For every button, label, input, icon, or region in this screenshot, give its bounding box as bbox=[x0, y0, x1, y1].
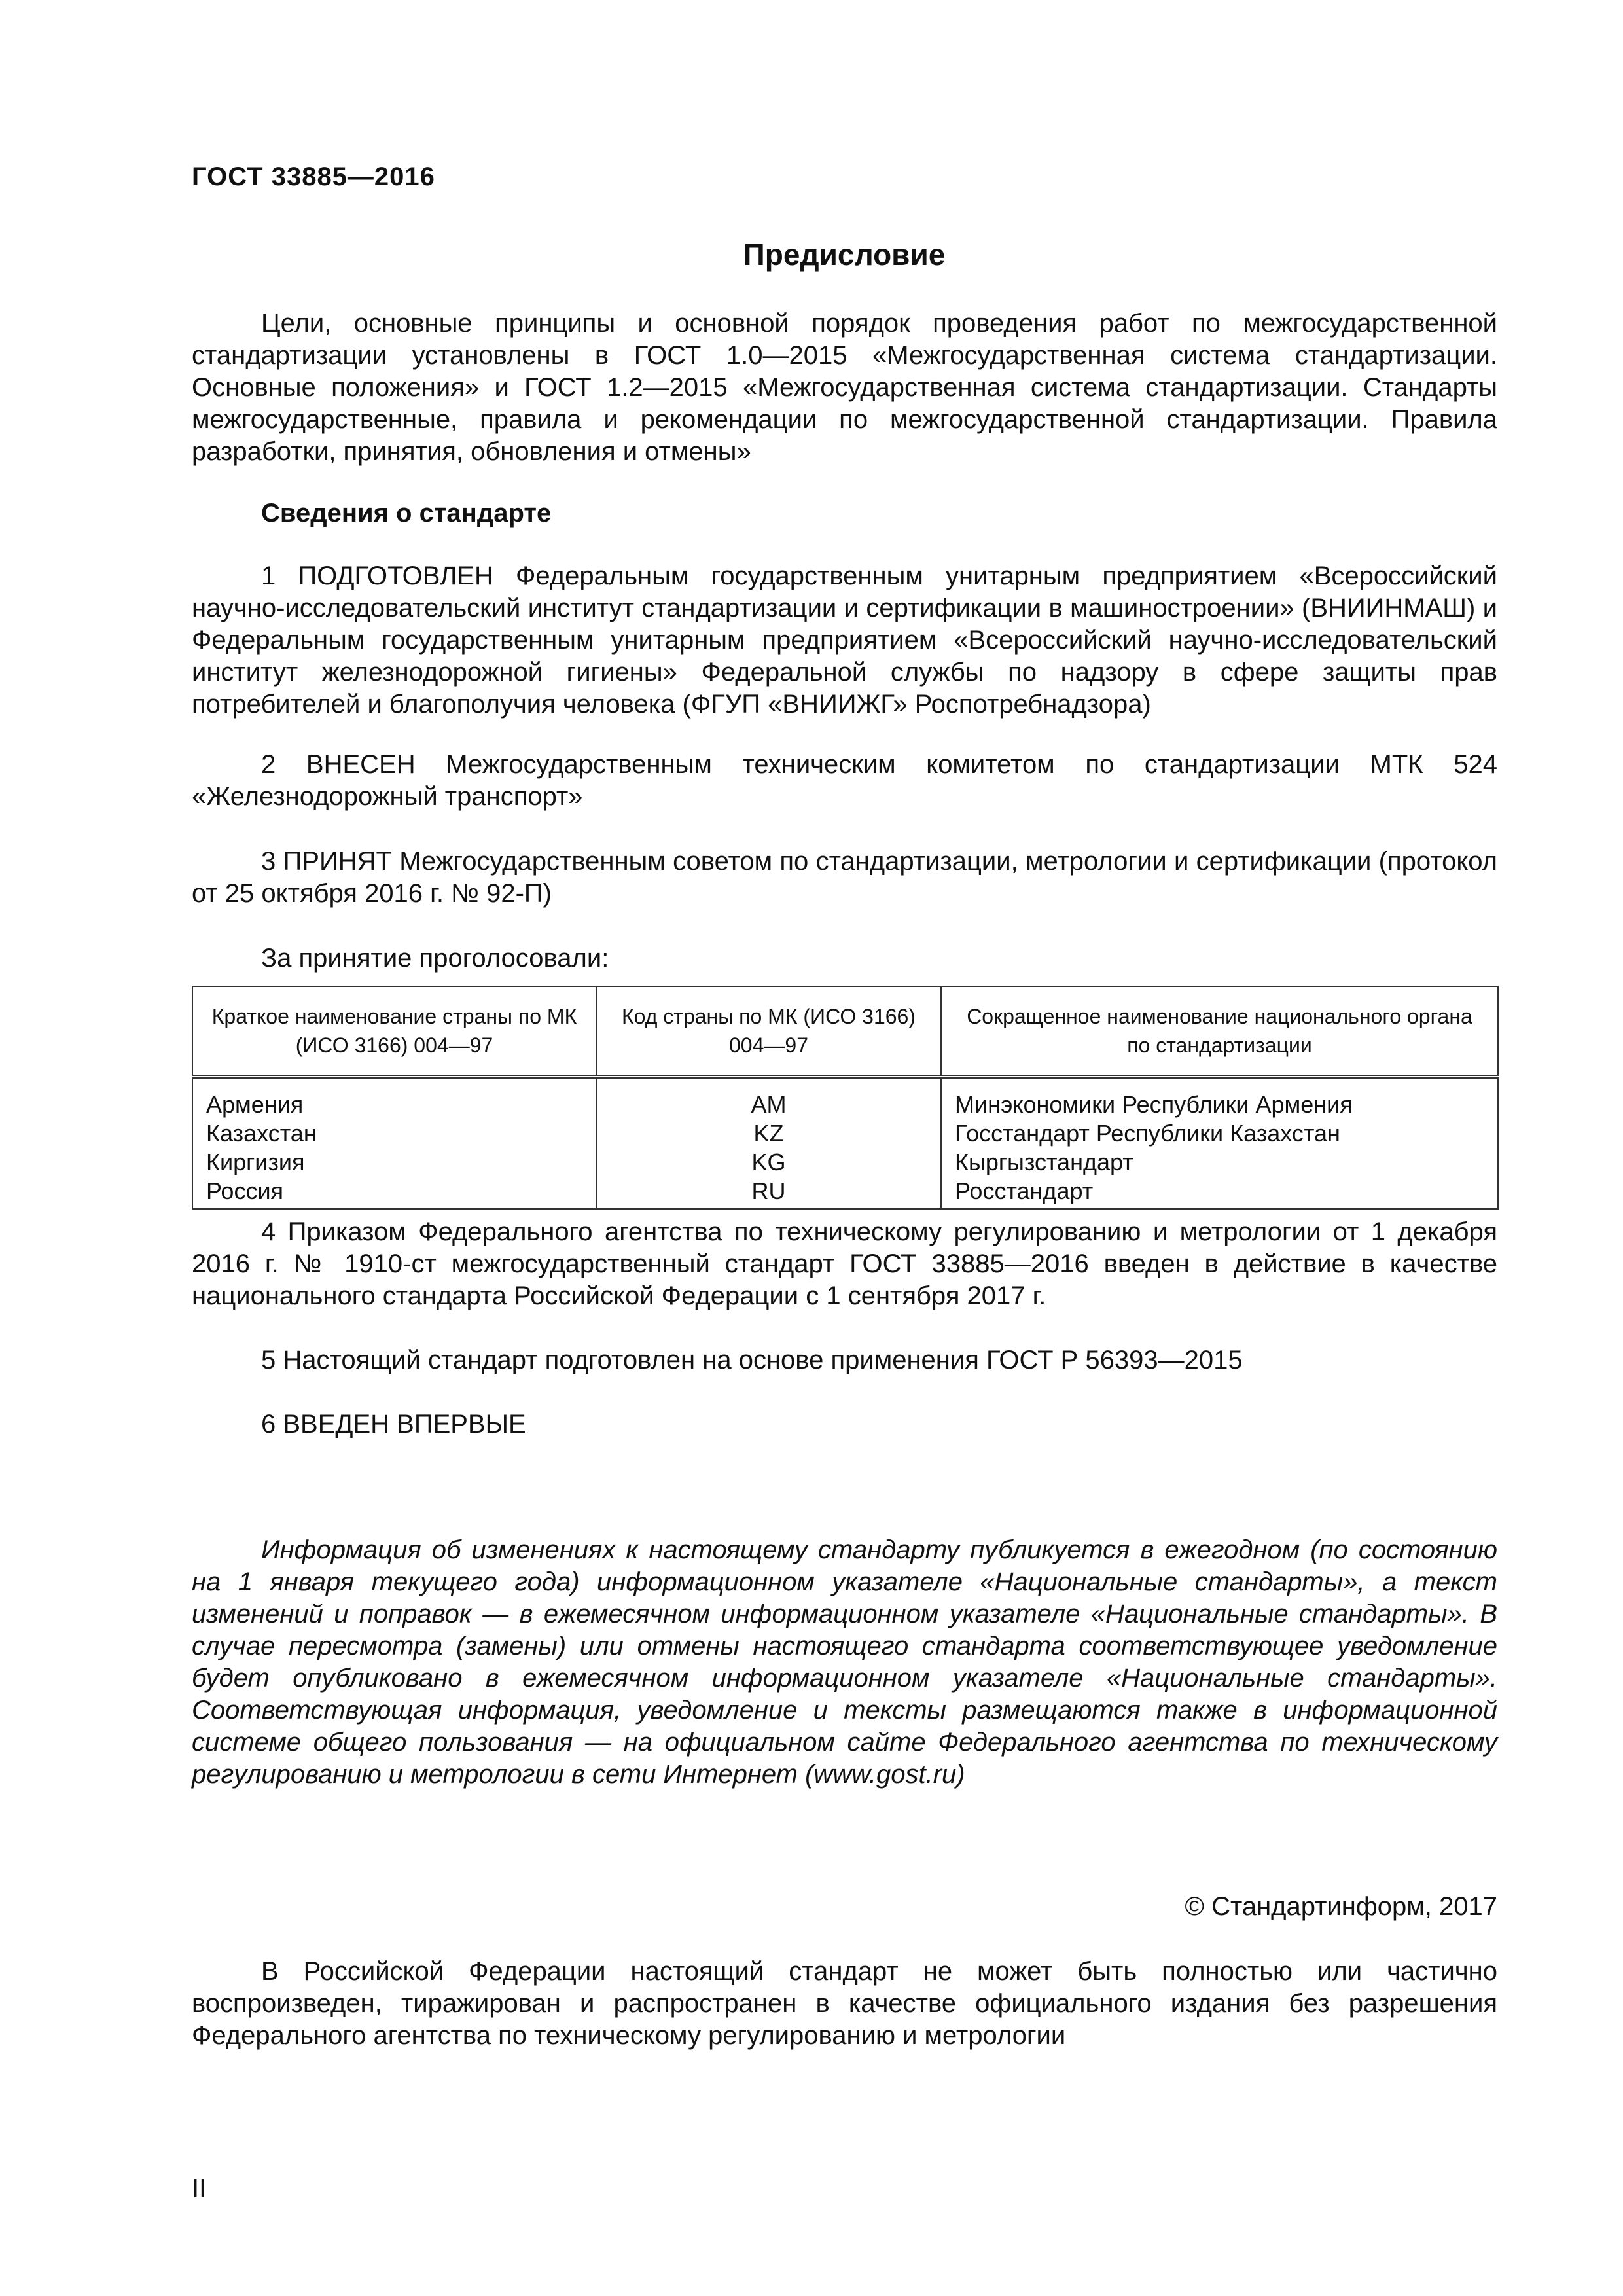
page-number: II bbox=[192, 2174, 207, 2203]
item-3-adopted: 3 ПРИНЯТ Межгосударственным советом по стандартизации, метрологии и сертификации (протокол от 25 октября 2016 г. № 92-П) bbox=[192, 847, 1497, 908]
code-cell: AM bbox=[596, 1077, 941, 1119]
country-cell: Россия bbox=[192, 1177, 596, 1209]
column-header-body: Сокращенное наименование национального органа по стандартизации bbox=[941, 986, 1498, 1077]
item-1-prepared: 1 ПОДГОТОВЛЕН Федеральным государственным унитарным предприятием «Всероссийский научно-исследовательский институт стандартизации и сертификации в машиностроении» (ВНИИНМАШ) и Федеральным государственным унитарным предприятием «Всероссийский научно-исследовательский институт железнодорожной гигиены» Федеральной службы по надзору в сфере защиты прав потребителей и благополучия человека (ФГУП «ВНИИЖГ» Роспотребнадзора) bbox=[192, 562, 1497, 719]
vote-intro: За принятие проголосовали: bbox=[261, 944, 609, 973]
item-4-order: 4 Приказом Федерального агентства по техническому регулированию и метрологии от 1 декабря 2016 г. № 1910-ст межгосударственный стандарт ГОСТ 33885—2016 введен в действие в качестве национального стандарта Российской Федерации с 1 сентября 2017 г. bbox=[192, 1217, 1497, 1310]
item-5-basis: 5 Настоящий стандарт подготовлен на основе применения ГОСТ Р 56393—2015 bbox=[261, 1346, 1243, 1374]
table-row bbox=[192, 1119, 1498, 1148]
body-cell: Кыргызстандарт bbox=[941, 1148, 1498, 1177]
table-row bbox=[192, 1177, 1498, 1209]
table-row bbox=[192, 1077, 1498, 1119]
copyright-line: © Стандартинформ, 2017 bbox=[1185, 1892, 1497, 1921]
country-cell: Казахстан bbox=[192, 1119, 596, 1148]
intro-paragraph: Цели, основные принципы и основной порядок проведения работ по межгосударственной стандартизации установлены в ГОСТ 1.0—2015 «Межгосударственная система стандартизации. Основные положения» и ГОСТ 1.2—2015 «Межгосударственная система стандартизации. Стандарты межгосударственные, правила и рекомендации по межгосударственной стандартизации. Правила разработки, принятия, обновления и отмены» bbox=[192, 309, 1497, 466]
voting-table bbox=[192, 986, 1499, 1210]
document-id: ГОСТ 33885—2016 bbox=[192, 162, 435, 191]
body-cell: Минэкономики Республики Армения bbox=[941, 1077, 1498, 1119]
table-row bbox=[192, 1148, 1498, 1177]
country-cell: Армения bbox=[192, 1077, 596, 1119]
changes-notice: Информация об изменениях к настоящему стандарту публикуется в ежегодном (по состоянию на 1 января текущего года) информационном указателе «Национальные стандарты», а текст изменений и поправок — в ежемесячном информационном указателе «Национальные стандарты». В случае пересмотра (замены) или отмены настоящего стандарта соответствующее уведомление будет опубликовано в ежемесячном информационном указателе «Национальные стандарты». Соответствующая информация, уведомление и тексты размещаются также в информационной системе общего пользования — на официальном сайте Федерального агентства по техническому регулированию и метрологии в сети Интернет (www.gost.ru) bbox=[192, 1535, 1497, 1789]
code-cell: KZ bbox=[596, 1119, 941, 1148]
body-cell: Росстандарт bbox=[941, 1177, 1498, 1209]
body-cell: Госстандарт Республики Казахстан bbox=[941, 1119, 1498, 1148]
item-2-introduced: 2 ВНЕСЕН Межгосударственным техническим комитетом по стандартизации МТК 524 «Железнодорожный транспорт» bbox=[192, 750, 1497, 811]
section-heading: Сведения о стандарте bbox=[261, 499, 552, 528]
table-header-row bbox=[192, 986, 1498, 1077]
page-title: Предисловие bbox=[743, 238, 946, 272]
country-cell: Киргизия bbox=[192, 1148, 596, 1177]
column-header-code: Код страны по МК (ИСО 3166) 004—97 bbox=[596, 986, 941, 1077]
code-cell: KG bbox=[596, 1148, 941, 1177]
column-header-country: Краткое наименование страны по МК (ИСО 3166) 004—97 bbox=[192, 986, 596, 1077]
item-6-first-introduced: 6 ВВЕДЕН ВПЕРВЫЕ bbox=[261, 1410, 526, 1439]
reproduction-notice: В Российской Федерации настоящий стандарт не может быть полностью или частично воспроизведен, тиражирован и распространен в качестве официального издания без разрешения Федерального агентства по техническому регулированию и метрологии bbox=[192, 1957, 1497, 2050]
code-cell: RU bbox=[596, 1177, 941, 1209]
